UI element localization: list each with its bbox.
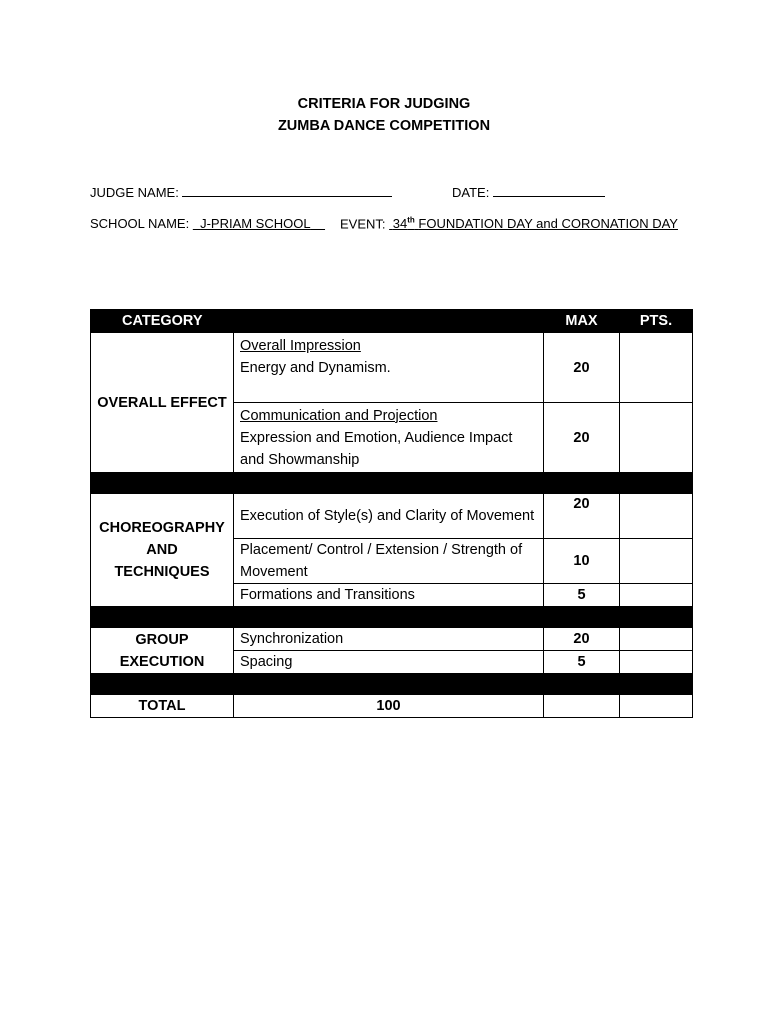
total-max [544,695,620,718]
judge-name-field [90,184,392,200]
section-separator [91,607,693,628]
total-value: 100 [234,695,544,718]
total-row [91,695,693,718]
section-separator [91,473,693,494]
criterion-text: Formations and Transitions [234,584,544,607]
total-pts-input[interactable] [620,695,693,718]
pts-input[interactable] [620,628,693,651]
category-header: CATEGORY [91,310,234,333]
max-score: 20 [544,403,620,473]
category-choreography-techniques: CHOREOGRAPHY AND TECHNIQUES [91,494,234,607]
date-label: DATE: [452,185,490,200]
event-field [340,216,678,231]
title-line-1: CRITERIA FOR JUDGING [297,96,471,112]
total-label: TOTAL [91,695,234,718]
table-row [91,333,693,403]
criterion-cell [234,403,544,473]
pts-input[interactable] [620,584,693,607]
pts-header: PTS. [620,310,693,333]
pts-input[interactable] [620,494,693,539]
max-score: 5 [544,584,620,607]
table-header-row [91,310,693,333]
max-score: 10 [544,539,620,584]
criterion-text: Execution of Style(s) and Clarity of Movement [234,494,544,539]
max-score: 20 [544,333,620,403]
criterion-text: Spacing [234,651,544,674]
date-input[interactable] [493,184,605,197]
judging-criteria-table [90,309,693,718]
criterion-text: Energy and Dynamism. [240,359,391,376]
table-row [91,628,693,651]
criterion-text: Placement/ Control / Extension / Strength of Movement [234,539,544,584]
max-header: MAX [544,310,620,333]
school-name-label: SCHOOL NAME: [90,216,190,231]
category-overall-effect: OVERALL EFFECT [91,333,234,473]
section-separator [91,674,693,695]
max-score: 20 [544,628,620,651]
max-score: 5 [544,651,620,674]
date-field [452,184,605,200]
criterion-heading: Overall Impression [240,337,361,354]
school-name-field [90,216,325,231]
criterion-cell [234,333,544,403]
title-line-2: ZUMBA DANCE COMPETITION [277,118,491,134]
pts-input[interactable] [620,651,693,674]
pts-input[interactable] [620,403,693,473]
judge-name-input[interactable] [182,184,392,197]
category-group-execution: GROUP EXECUTION [91,628,234,674]
event-label: EVENT: [340,216,386,232]
school-name-value: J-PRIAM SCHOOL [200,216,311,231]
max-score: 20 [544,494,620,539]
pts-input[interactable] [620,539,693,584]
judge-name-label: JUDGE NAME: [90,185,179,200]
criterion-text: Expression and Emotion, Audience Impact and Showmanship [240,429,513,468]
criterion-text: Synchronization [234,628,544,651]
criterion-heading: Communication and Projection [240,407,438,424]
table-row [91,494,693,539]
event-value: 34th FOUNDATION DAY and CORONATION DAY [392,216,678,232]
pts-input[interactable] [620,333,693,403]
